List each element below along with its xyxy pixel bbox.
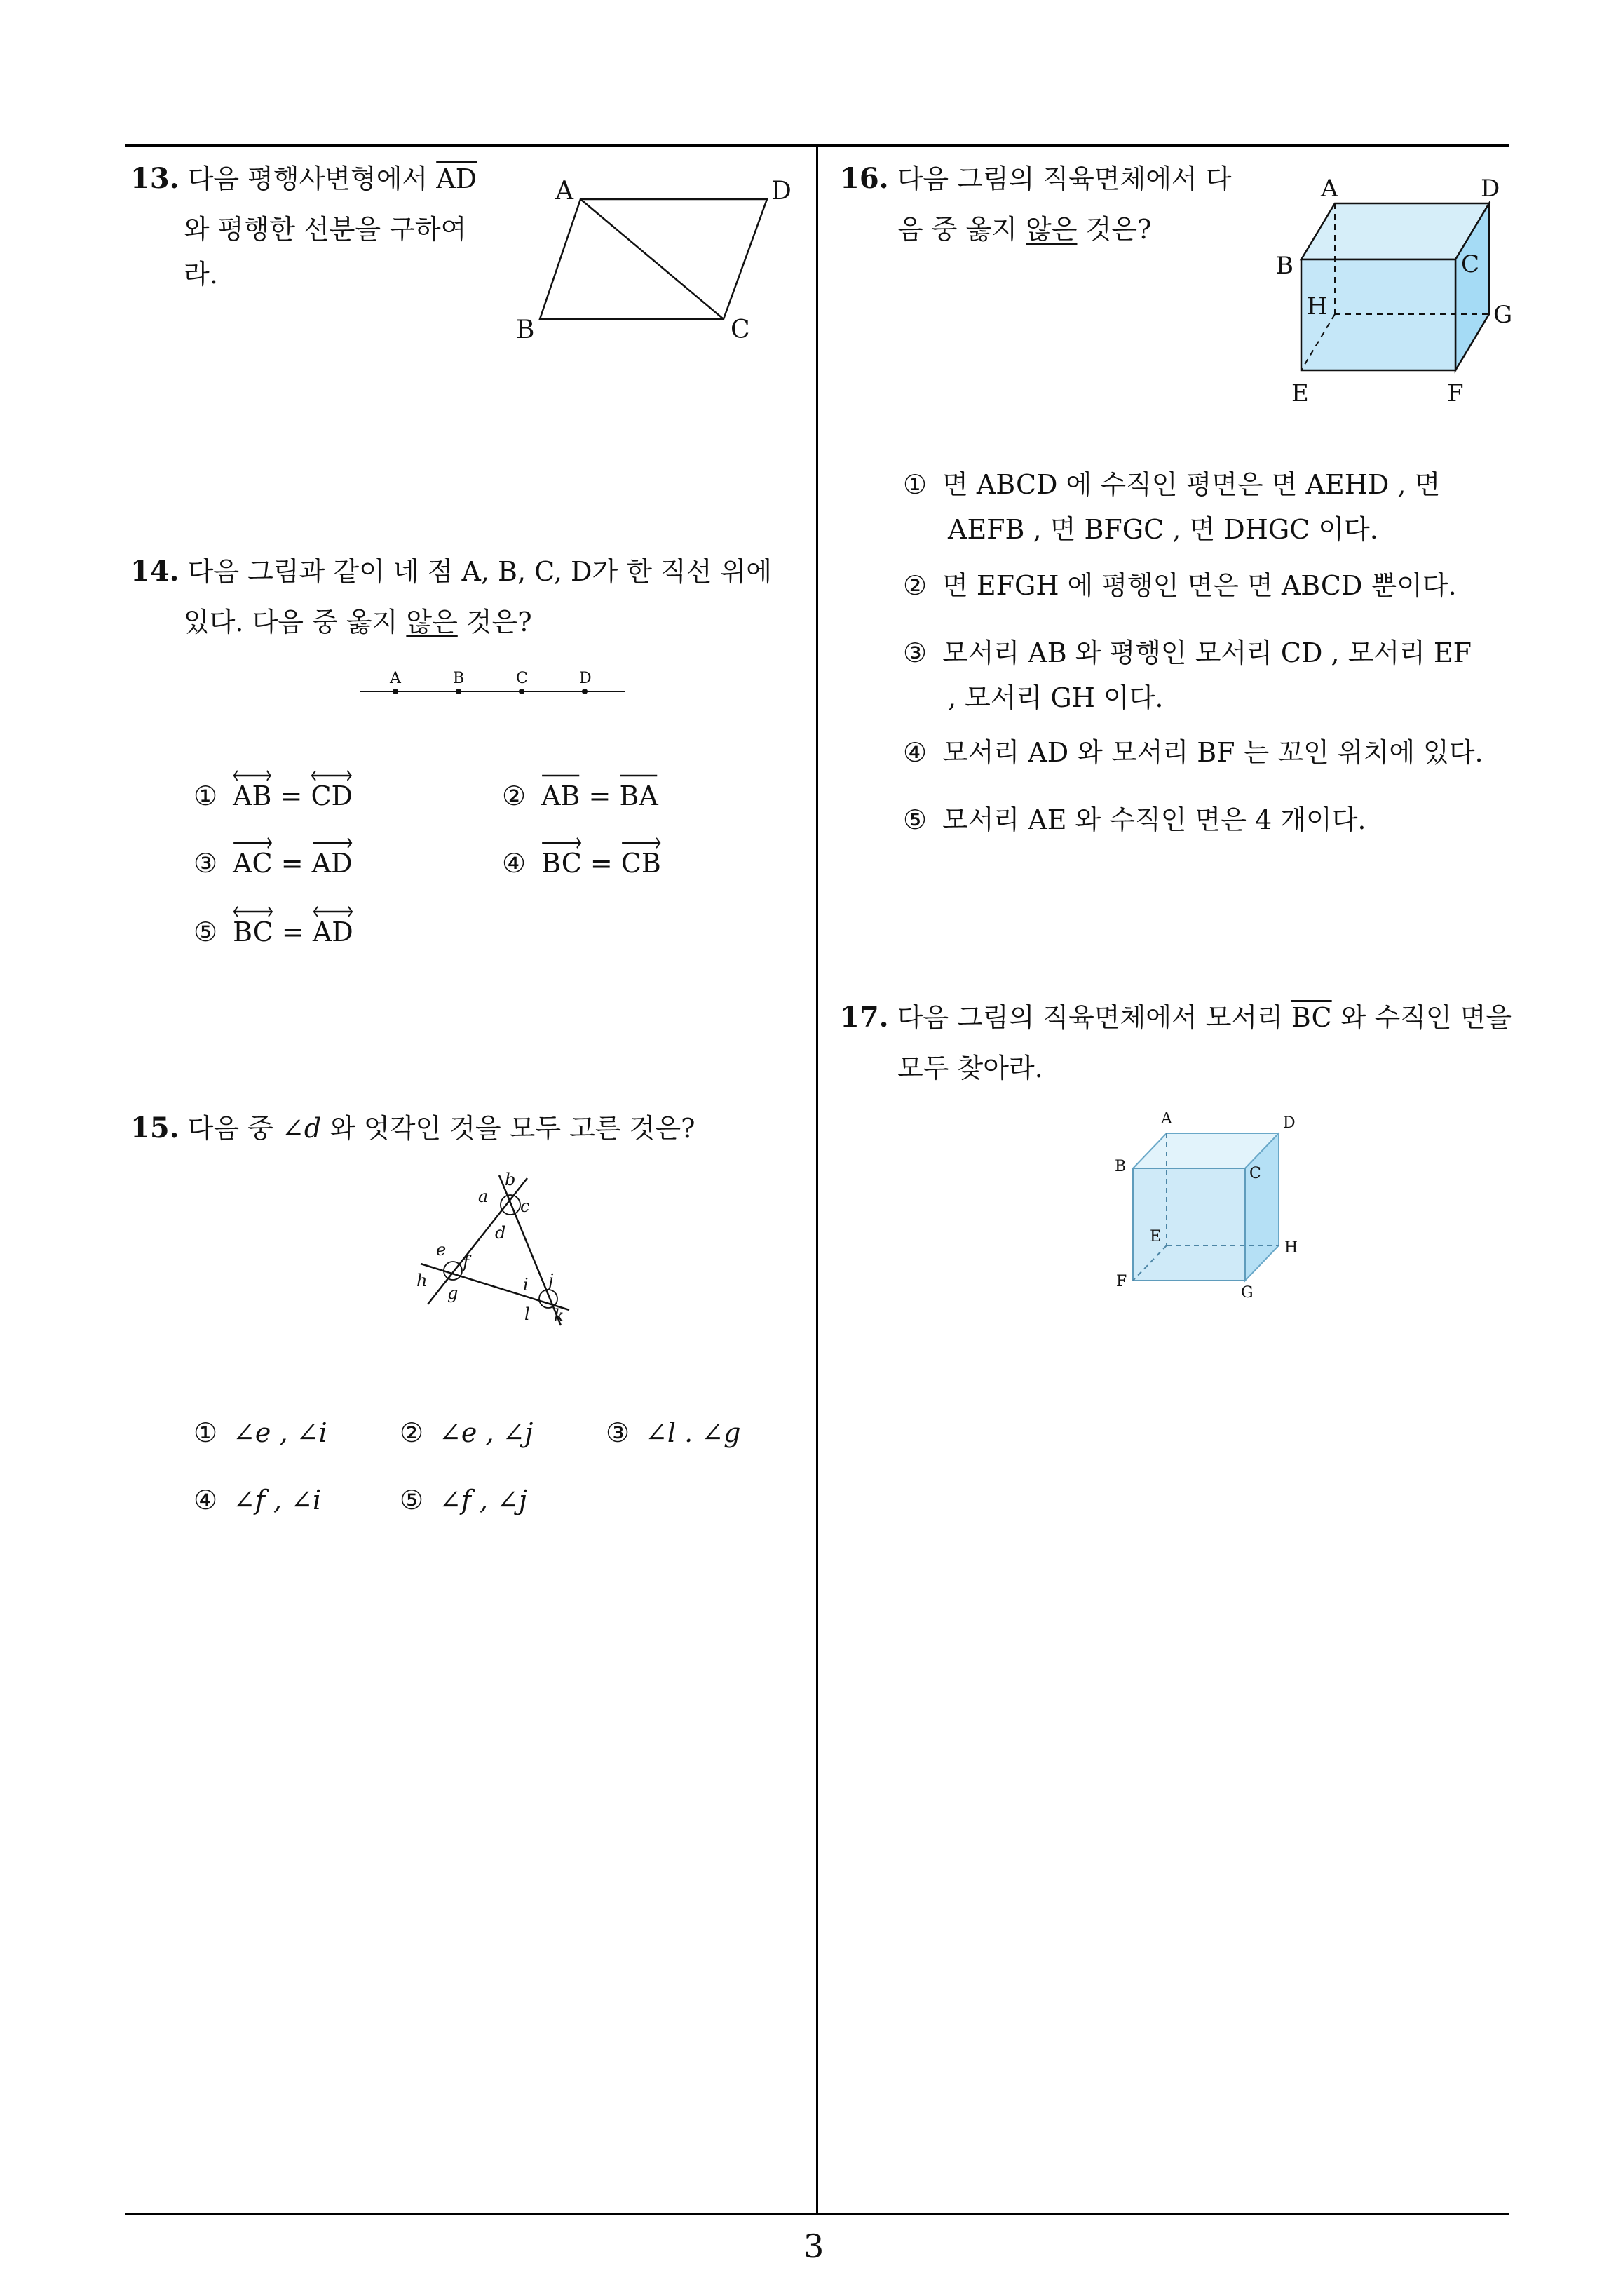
- option-mark: ①: [193, 781, 218, 811]
- option-mark: ②: [400, 1417, 424, 1448]
- angle-label-k: k: [554, 1306, 564, 1325]
- equals: =: [280, 781, 303, 811]
- angle-label-g: g: [447, 1283, 459, 1303]
- label-G: G: [1241, 1284, 1254, 1302]
- point-label-B: B: [453, 670, 465, 687]
- option-left: AB: [233, 781, 272, 811]
- q13-line2: 와 평행한 선분을 구하여: [184, 214, 467, 245]
- option-right: AD: [312, 917, 353, 947]
- q13-segment: $\overline{AD}$: [436, 163, 477, 194]
- label-A: A: [555, 177, 573, 205]
- equals: =: [281, 917, 304, 947]
- option-left: AB: [541, 781, 580, 811]
- label-G: G: [1493, 301, 1513, 329]
- option-mark: ④: [193, 1485, 218, 1515]
- label-D: D: [771, 177, 792, 205]
- option-text: 면 ABCD 에 수직인 평면은 면 AEHD , 면: [942, 469, 1441, 500]
- angle-label-j: j: [548, 1271, 554, 1290]
- label-F: F: [1116, 1273, 1127, 1290]
- option-right: BA: [619, 781, 658, 811]
- q14-text-1: 다음 그림과 같이 네 점 A, B, C, D가 한 직선 위에: [187, 556, 772, 587]
- option-mark: ③: [903, 637, 928, 668]
- label-C: C: [1461, 250, 1480, 278]
- option-left: BC: [541, 848, 582, 879]
- option-mark: ②: [903, 570, 928, 601]
- q13-line3: 라.: [184, 259, 218, 290]
- option-right: CB: [620, 848, 661, 879]
- label-D: D: [1481, 175, 1500, 203]
- option-mark: ①: [903, 469, 928, 500]
- label-B: B: [1115, 1158, 1127, 1175]
- q17-segment: $\overline{BC}$: [1291, 1002, 1332, 1033]
- angle-label-l: l: [524, 1304, 530, 1324]
- q13-text-1: 다음 평행사변형에서: [187, 163, 437, 194]
- q16-text-2: 음 중 옳지: [897, 214, 1026, 245]
- label-D: D: [1283, 1114, 1296, 1132]
- q17-number: 17.: [840, 1001, 889, 1034]
- option-mark: ②: [502, 781, 527, 811]
- q14-text-3: 것은?: [457, 607, 532, 637]
- q14-number: 14.: [130, 555, 179, 588]
- option-text: ∠f , ∠j: [439, 1485, 527, 1515]
- q14-text-2: 있다. 다음 중 옳지: [184, 607, 407, 637]
- q15-angle: ∠d: [281, 1113, 322, 1144]
- option-text: ∠e , ∠i: [233, 1417, 327, 1448]
- option-text: ∠l . ∠g: [645, 1417, 741, 1448]
- option-right: AD: [311, 848, 353, 879]
- label-H: H: [1307, 292, 1328, 320]
- equals: =: [590, 848, 613, 879]
- option-mark: ⑤: [193, 917, 218, 947]
- label-E: E: [1291, 379, 1309, 407]
- option-right: CD: [311, 781, 353, 811]
- option-text: 모서리 AE 와 수직인 면은 4 개이다.: [942, 804, 1366, 835]
- option-mark: ③: [606, 1417, 630, 1448]
- q17-text-2: 와 수직인 면을: [1331, 1002, 1512, 1033]
- point-label-C: C: [516, 670, 528, 687]
- q16-option-3-cont: , 모서리 GH 이다.: [948, 682, 1164, 713]
- label-C: C: [731, 316, 750, 344]
- angle-label-c: c: [520, 1196, 530, 1216]
- q16-text-3: 것은?: [1077, 214, 1152, 245]
- label-B: B: [516, 316, 535, 344]
- q15-text-1: 다음 중: [187, 1113, 282, 1144]
- option-text: 면 EFGH 에 평행인 면은 면 ABCD 뿐이다.: [942, 570, 1457, 601]
- q16-underlined: 않은: [1026, 214, 1078, 245]
- equals: =: [588, 781, 611, 811]
- option-text: 모서리 AD 와 모서리 BF 는 꼬인 위치에 있다.: [942, 737, 1483, 768]
- q15-number: 15.: [130, 1112, 179, 1144]
- option-mark: ④: [903, 737, 928, 768]
- q16-text-1: 다음 그림의 직육면체에서 다: [897, 163, 1232, 194]
- angle-label-i: i: [523, 1275, 529, 1295]
- label-C: C: [1249, 1165, 1261, 1182]
- option-mark: ⑤: [903, 804, 928, 835]
- angle-label-h: h: [416, 1271, 428, 1290]
- angle-label-e: e: [436, 1240, 447, 1260]
- q15-text-2: 와 엇각인 것을 모두 고른 것은?: [321, 1113, 695, 1144]
- point-label-D: D: [579, 670, 592, 687]
- cube-front-face: [1133, 1168, 1245, 1281]
- q16-number: 16.: [840, 162, 889, 195]
- label-H: H: [1284, 1239, 1298, 1257]
- page-number: 3: [803, 2227, 824, 2265]
- q17-text-1: 다음 그림의 직육면체에서 모서리: [897, 1002, 1291, 1033]
- point-label-A: A: [390, 670, 401, 687]
- option-mark: ③: [193, 848, 218, 879]
- equals: =: [280, 848, 304, 879]
- label-A: A: [1161, 1110, 1172, 1128]
- q16-option-1-cont: AEFB , 면 BFGC , 면 DHGC 이다.: [948, 514, 1378, 545]
- option-left: AC: [233, 848, 273, 879]
- q17-line2: 모두 찾아라.: [897, 1053, 1043, 1083]
- angle-label-b: b: [505, 1170, 516, 1189]
- label-F: F: [1447, 379, 1464, 407]
- option-left: BC: [233, 917, 273, 947]
- angle-label-d: d: [495, 1223, 506, 1243]
- angle-label-a: a: [478, 1187, 489, 1206]
- option-mark: ⑤: [400, 1485, 424, 1515]
- option-text: ∠f , ∠i: [233, 1485, 322, 1515]
- option-text: ∠e , ∠j: [439, 1417, 534, 1448]
- label-B: B: [1276, 252, 1293, 280]
- option-mark: ①: [193, 1417, 218, 1448]
- angle-label-f: f: [463, 1252, 469, 1272]
- label-A: A: [1321, 175, 1338, 203]
- option-text: 모서리 AB 와 평행인 모서리 CD , 모서리 EF: [942, 637, 1472, 668]
- label-E: E: [1150, 1228, 1162, 1245]
- q13-number: 13.: [130, 162, 179, 195]
- option-mark: ④: [502, 848, 527, 879]
- q14-underlined: 않은: [406, 607, 458, 637]
